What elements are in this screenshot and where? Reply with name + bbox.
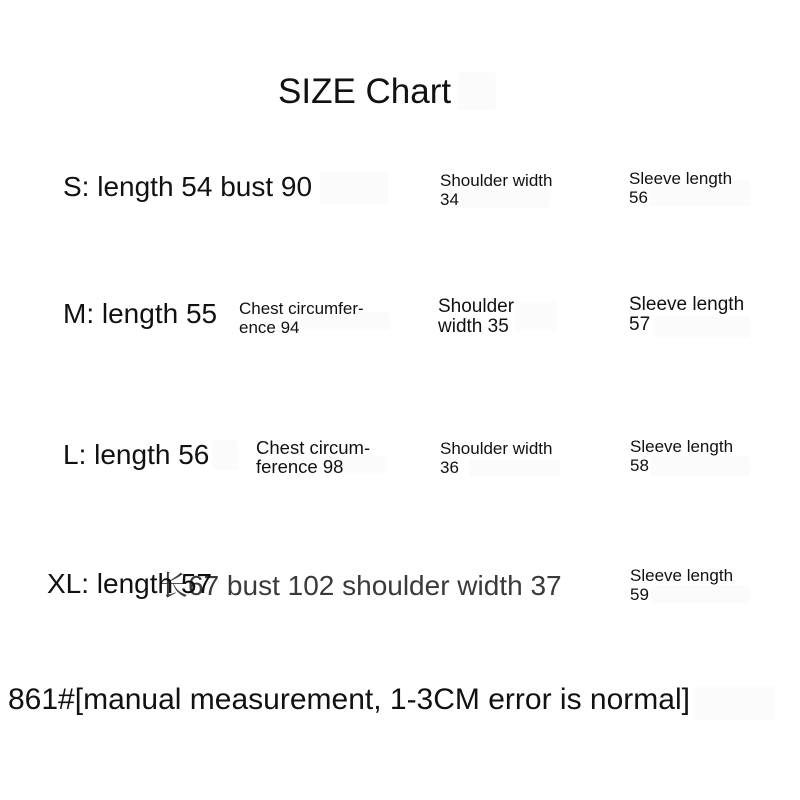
size-l-sleeve-line2: 58 [630,456,649,475]
ghost-smudge [515,302,557,330]
size-m-sleeve-line1: Sleeve length [629,294,745,315]
size-m-main: M: length 55 [63,298,218,329]
size-s-sleeve-line1: Sleeve length [629,169,733,188]
ghost-smudge [320,172,388,204]
size-s-sleeve-line2: 56 [629,188,648,207]
size-xl-sleeve [630,566,733,604]
ghost-smudge [458,72,496,110]
size-xl-sleeve-line1: Sleeve length [630,566,734,585]
size-l-chest [256,438,370,476]
size-s-main: S: length 54 bust 90 [63,171,313,202]
size-l-shoulder-line2: 36 [440,458,459,477]
size-s-shoulder-line2: 34 [440,190,459,209]
measurement-note: 861#[manual measurement, 1-3CM error is normal] [8,683,690,716]
size-l-chest-line2: ference 98 [256,456,344,477]
size-s-sleeve [629,169,732,207]
size-xl-sleeve-line2: 59 [630,585,649,604]
size-m-chest-line1: Chest circumfer- [239,299,364,318]
size-l-shoulder-line1: Shoulder width [440,439,553,458]
size-l-main: L: length 56 [63,439,210,470]
size-xl-overlap-text: 长67 bust 102 shoulder width 37 [160,570,562,601]
size-m-chest-line2: ence 94 [239,318,300,337]
size-s-shoulder [440,171,552,209]
page-title: SIZE Chart [278,72,452,111]
size-l-sleeve [630,437,733,475]
size-s-shoulder-line1: Shoulder width [440,171,553,190]
size-l-shoulder [440,439,552,477]
size-m-shoulder-line1: Shoulder [438,296,515,317]
size-l-chest-line1: Chest circum- [256,437,371,458]
size-m-shoulder-line2: width 35 [438,316,509,337]
ghost-smudge [695,686,775,720]
size-m-sleeve-line2: 57 [629,314,651,335]
size-m-chest [239,299,364,337]
size-l-sleeve-line1: Sleeve length [630,437,734,456]
size-m-sleeve [629,295,744,335]
size-m-shoulder [438,297,514,337]
size-xl-main: XL: length 57 [47,568,213,599]
ghost-smudge [212,440,238,470]
